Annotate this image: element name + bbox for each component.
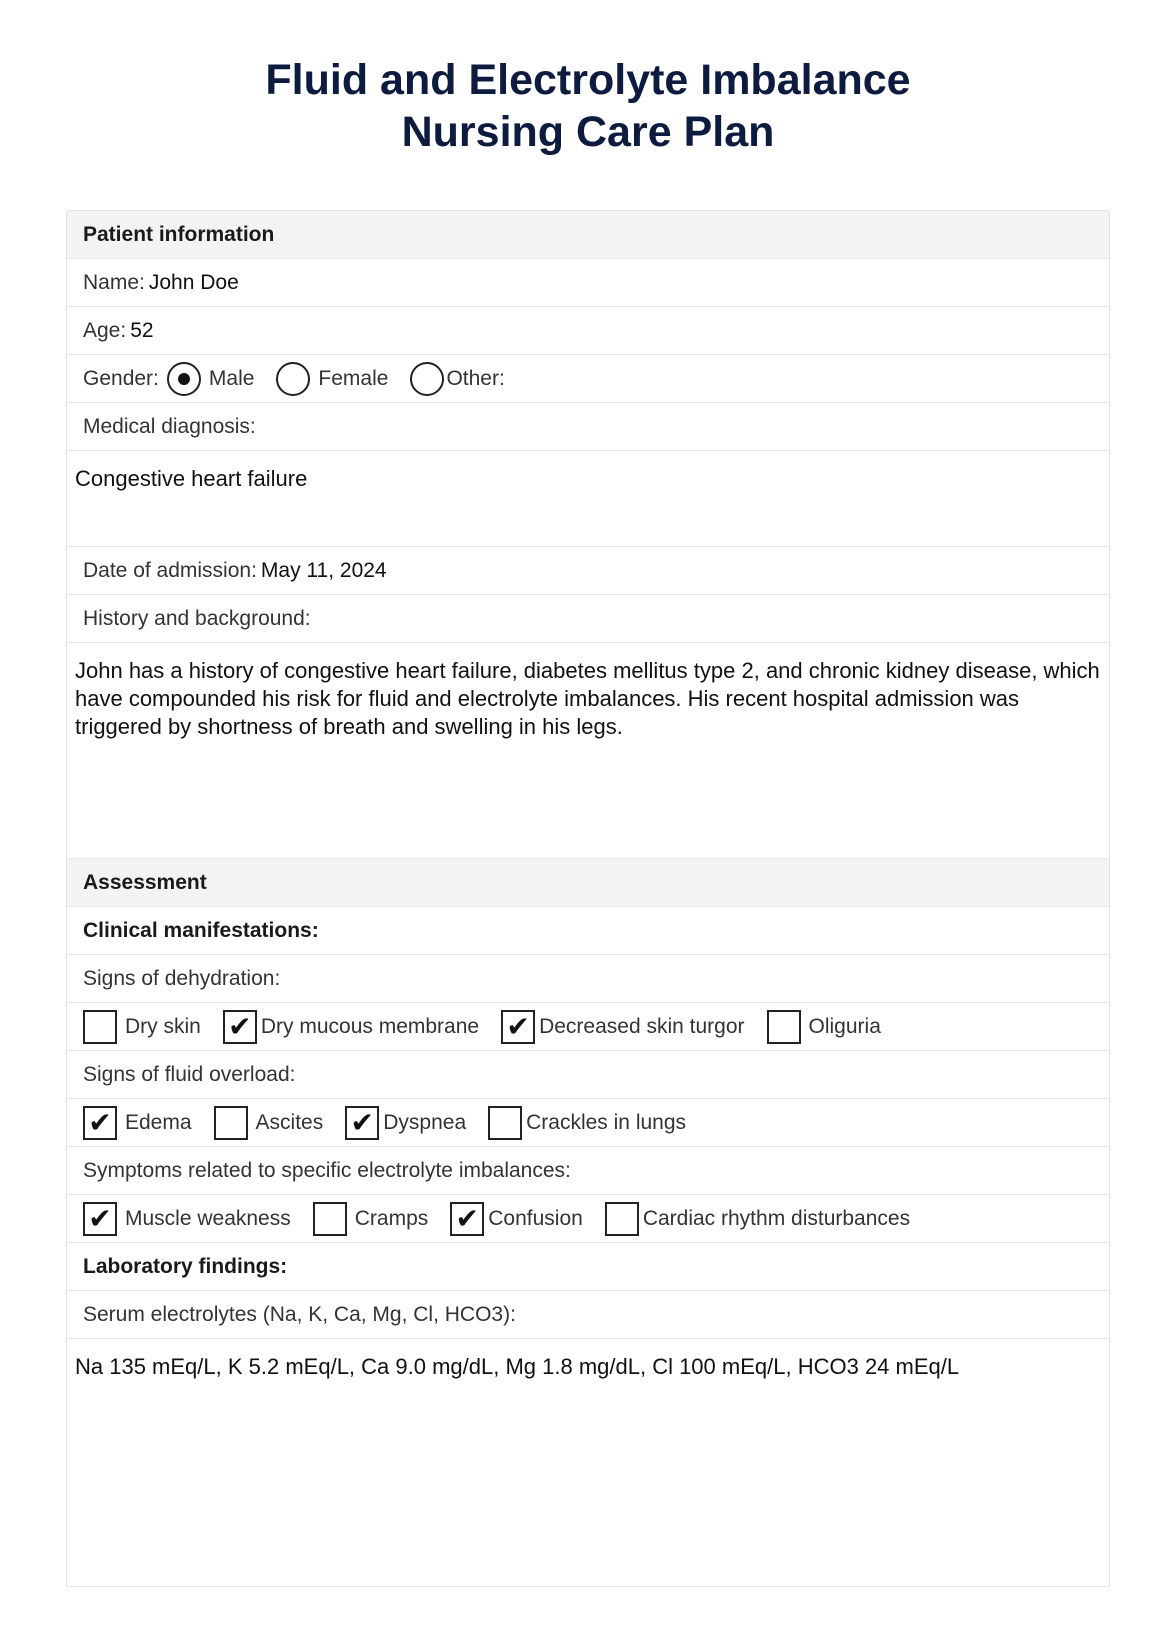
decreased-skin-turgor-label: Decreased skin turgor <box>539 1014 745 1038</box>
male-label: Male <box>208 366 255 390</box>
electrolyte-label: Symptoms related to specific electrolyte imbalances: <box>83 1158 571 1182</box>
oliguria-checkbox[interactable] <box>767 1010 801 1044</box>
admission-date-field[interactable]: May 11, 2024 <box>260 558 387 582</box>
cramps-checkbox[interactable] <box>313 1202 347 1236</box>
gender-option-male[interactable] <box>167 362 255 396</box>
cramps-label: Cramps <box>354 1206 429 1230</box>
dehydration-options-row <box>67 1003 1109 1051</box>
dry-skin-checkbox[interactable] <box>83 1010 117 1044</box>
page-title <box>0 54 1176 158</box>
electrolyte-options-row <box>67 1195 1109 1243</box>
cardiac-rhythm-checkbox[interactable] <box>605 1202 639 1236</box>
serum-label-row <box>67 1291 1109 1339</box>
history-label-row <box>67 595 1109 643</box>
gender-option-female[interactable] <box>276 362 388 396</box>
muscle-weakness-option[interactable] <box>83 1202 291 1236</box>
cardiac-rhythm-label: Cardiac rhythm disturbances <box>642 1206 911 1230</box>
age-label: Age: <box>83 318 127 342</box>
clinical-manifestations-row <box>67 907 1109 955</box>
serum-values-field[interactable] <box>67 1339 1109 1586</box>
dry-mucous-membrane-label: Dry mucous membrane <box>260 1014 480 1038</box>
male-radio[interactable] <box>167 362 201 396</box>
dry-mucous-membrane-option[interactable] <box>223 1010 479 1044</box>
crackles-checkbox[interactable] <box>488 1106 522 1140</box>
title-line-1: Fluid and Electrolyte Imbalance <box>265 56 911 104</box>
lab-findings-row <box>67 1243 1109 1291</box>
gender-row <box>67 355 1109 403</box>
serum-values: Na 135 mEq/L, K 5.2 mEq/L, Ca 9.0 mg/dL, Mg 1.8 mg/dL, Cl 100 mEq/L, HCO3 24 mEq/L <box>75 1354 960 1379</box>
serum-label: Serum electrolytes (Na, K, Ca, Mg, Cl, HCO3): <box>83 1302 516 1326</box>
patient-info-header <box>67 211 1109 259</box>
oliguria-option[interactable] <box>767 1010 881 1044</box>
name-row <box>67 259 1109 307</box>
oliguria-label: Oliguria <box>808 1014 881 1038</box>
overload-label: Signs of fluid overload: <box>83 1062 296 1086</box>
diagnosis-label-row <box>67 403 1109 451</box>
age-field[interactable]: 52 <box>130 318 154 342</box>
edema-checkbox[interactable]: ✔ <box>83 1106 117 1140</box>
edema-label: Edema <box>125 1110 192 1134</box>
crackles-label: Crackles in lungs <box>526 1110 687 1134</box>
clinical-manifestations-label: Clinical manifestations: <box>83 918 319 942</box>
ascites-option[interactable] <box>214 1106 324 1140</box>
edema-option[interactable] <box>83 1106 192 1140</box>
history-value: John has a history of congestive heart failure, diabetes mellitus type 2, and chronic kidney disease, which have compounded his risk for fluid and electrolyte imbalances. His recent hospital admission was triggered by shortness of breath and swelling in his legs. <box>75 658 1100 739</box>
ascites-checkbox[interactable] <box>214 1106 248 1140</box>
electrolyte-label-row <box>67 1147 1109 1195</box>
patient-info-header-label: Patient information <box>83 222 275 246</box>
dry-skin-option[interactable] <box>83 1010 201 1044</box>
crackles-option[interactable] <box>488 1106 686 1140</box>
other-radio[interactable] <box>410 362 444 396</box>
decreased-skin-turgor-option[interactable] <box>501 1010 744 1044</box>
diagnosis-value: Congestive heart failure <box>75 466 308 491</box>
assessment-header-label: Assessment <box>83 870 207 894</box>
cramps-option[interactable] <box>313 1202 429 1236</box>
muscle-weakness-label: Muscle weakness <box>125 1206 291 1230</box>
dyspnea-checkbox[interactable]: ✔ <box>345 1106 379 1140</box>
admission-row <box>67 547 1109 595</box>
lab-findings-label: Laboratory findings: <box>83 1254 288 1278</box>
confusion-checkbox[interactable]: ✔ <box>450 1202 484 1236</box>
overload-label-row <box>67 1051 1109 1099</box>
dyspnea-option[interactable] <box>345 1106 466 1140</box>
history-field[interactable] <box>67 643 1109 859</box>
care-plan-form <box>66 210 1110 1587</box>
dry-mucous-membrane-checkbox[interactable]: ✔ <box>223 1010 257 1044</box>
dyspnea-label: Dyspnea <box>383 1110 467 1134</box>
diagnosis-label: Medical diagnosis: <box>83 414 256 438</box>
diagnosis-field[interactable] <box>67 451 1109 547</box>
overload-options-row <box>67 1099 1109 1147</box>
age-row <box>67 307 1109 355</box>
assessment-header <box>67 859 1109 907</box>
gender-label: Gender: <box>83 366 159 390</box>
dry-skin-label: Dry skin <box>125 1014 201 1038</box>
history-label: History and background: <box>83 606 311 630</box>
cardiac-rhythm-option[interactable] <box>605 1202 910 1236</box>
decreased-skin-turgor-checkbox[interactable]: ✔ <box>501 1010 535 1044</box>
confusion-label: Confusion <box>488 1206 583 1230</box>
confusion-option[interactable] <box>450 1202 583 1236</box>
dehydration-label: Signs of dehydration: <box>83 966 281 990</box>
ascites-label: Ascites <box>255 1110 324 1134</box>
gender-option-other[interactable] <box>410 362 504 396</box>
name-label: Name: <box>83 270 145 294</box>
dehydration-label-row <box>67 955 1109 1003</box>
admission-label: Date of admission: <box>83 558 257 582</box>
title-line-2: Nursing Care Plan <box>401 108 775 156</box>
name-field[interactable]: John Doe <box>148 270 239 294</box>
other-label: Other: <box>446 366 505 390</box>
female-radio[interactable] <box>276 362 310 396</box>
female-label: Female <box>318 366 389 390</box>
muscle-weakness-checkbox[interactable]: ✔ <box>83 1202 117 1236</box>
